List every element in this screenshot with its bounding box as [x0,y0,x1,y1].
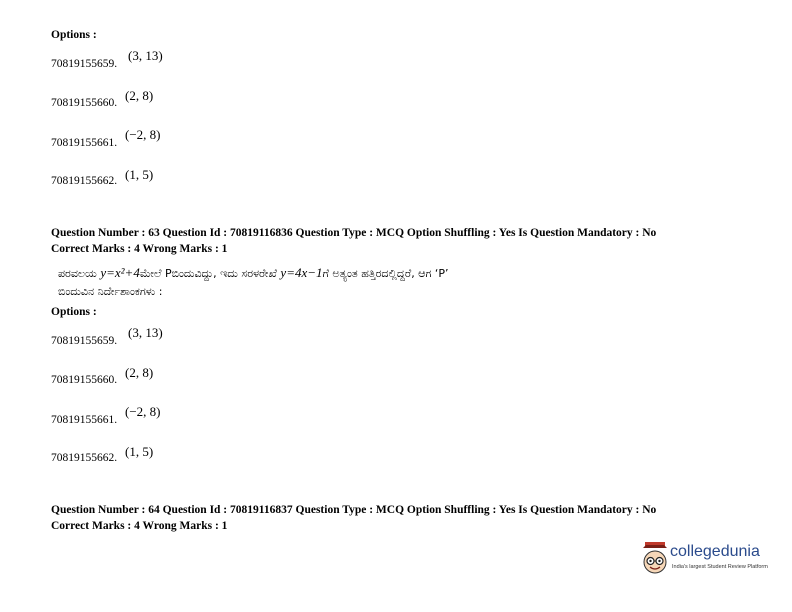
option-id: 70819155661. [51,137,118,149]
option-value: (−2, 8) [125,404,161,419]
option-id: 70819155661. [51,414,118,426]
question-header: Question Number : 63 Question Id : 70819116836 Question Type : MCQ Option Shuffling : Yes Is Question Mandatory : No [51,227,657,239]
question-header: Question Number : 64 Question Id : 70819116837 Question Type : MCQ Option Shuffling : Yes Is Question Mandatory : No [51,504,657,516]
option-id: 70819155660. [51,374,118,386]
option-value: (2, 8) [125,88,154,103]
option-id: 70819155662. [51,452,118,464]
option-value: (1, 5) [125,167,154,182]
option-value: (2, 8) [125,365,154,380]
logo-tagline: India's largest Student Review Platform [672,564,768,570]
option-id: 70819155659. [51,58,118,70]
options-label: Options : [51,29,97,41]
question-marks: Correct Marks : 4 Wrong Marks : 1 [51,520,228,532]
option-value: (3, 13) [128,325,163,340]
equation: y=x²+4 [100,265,140,280]
logo-wordmark: collegedunia [670,543,760,560]
question-text-segment: ಮೇಲೆ Pಬಿಂದುವಿದ್ದು, ಇದು ಸರಳರೇಖೆ [139,267,281,280]
option-value: (3, 13) [128,48,163,63]
option-value: (1, 5) [125,444,154,459]
question-text-segment: ಪರವಲಯ [58,267,101,280]
question-text-line2: ಬಿಂದುವಿನ ನಿರ್ದೇಶಾಂಕಗಳು : [58,285,163,298]
collegedunia-logo [640,540,780,580]
option-id: 70819155660. [51,97,118,109]
question-marks: Correct Marks : 4 Wrong Marks : 1 [51,243,228,255]
option-id: 70819155662. [51,175,118,187]
equation: y=4x−1 [280,265,323,280]
mascot-icon [640,540,670,578]
option-id: 70819155659. [51,335,118,347]
options-label: Options : [51,306,97,318]
question-text-segment: ಗೆ ಅತ್ಯಂತ ಹತ್ತಿರದಲ್ಲಿದ್ದರೆ, ಆಗ ‘P’ [322,267,449,280]
question-text-line1 [58,265,449,281]
option-value: (−2, 8) [125,127,161,142]
